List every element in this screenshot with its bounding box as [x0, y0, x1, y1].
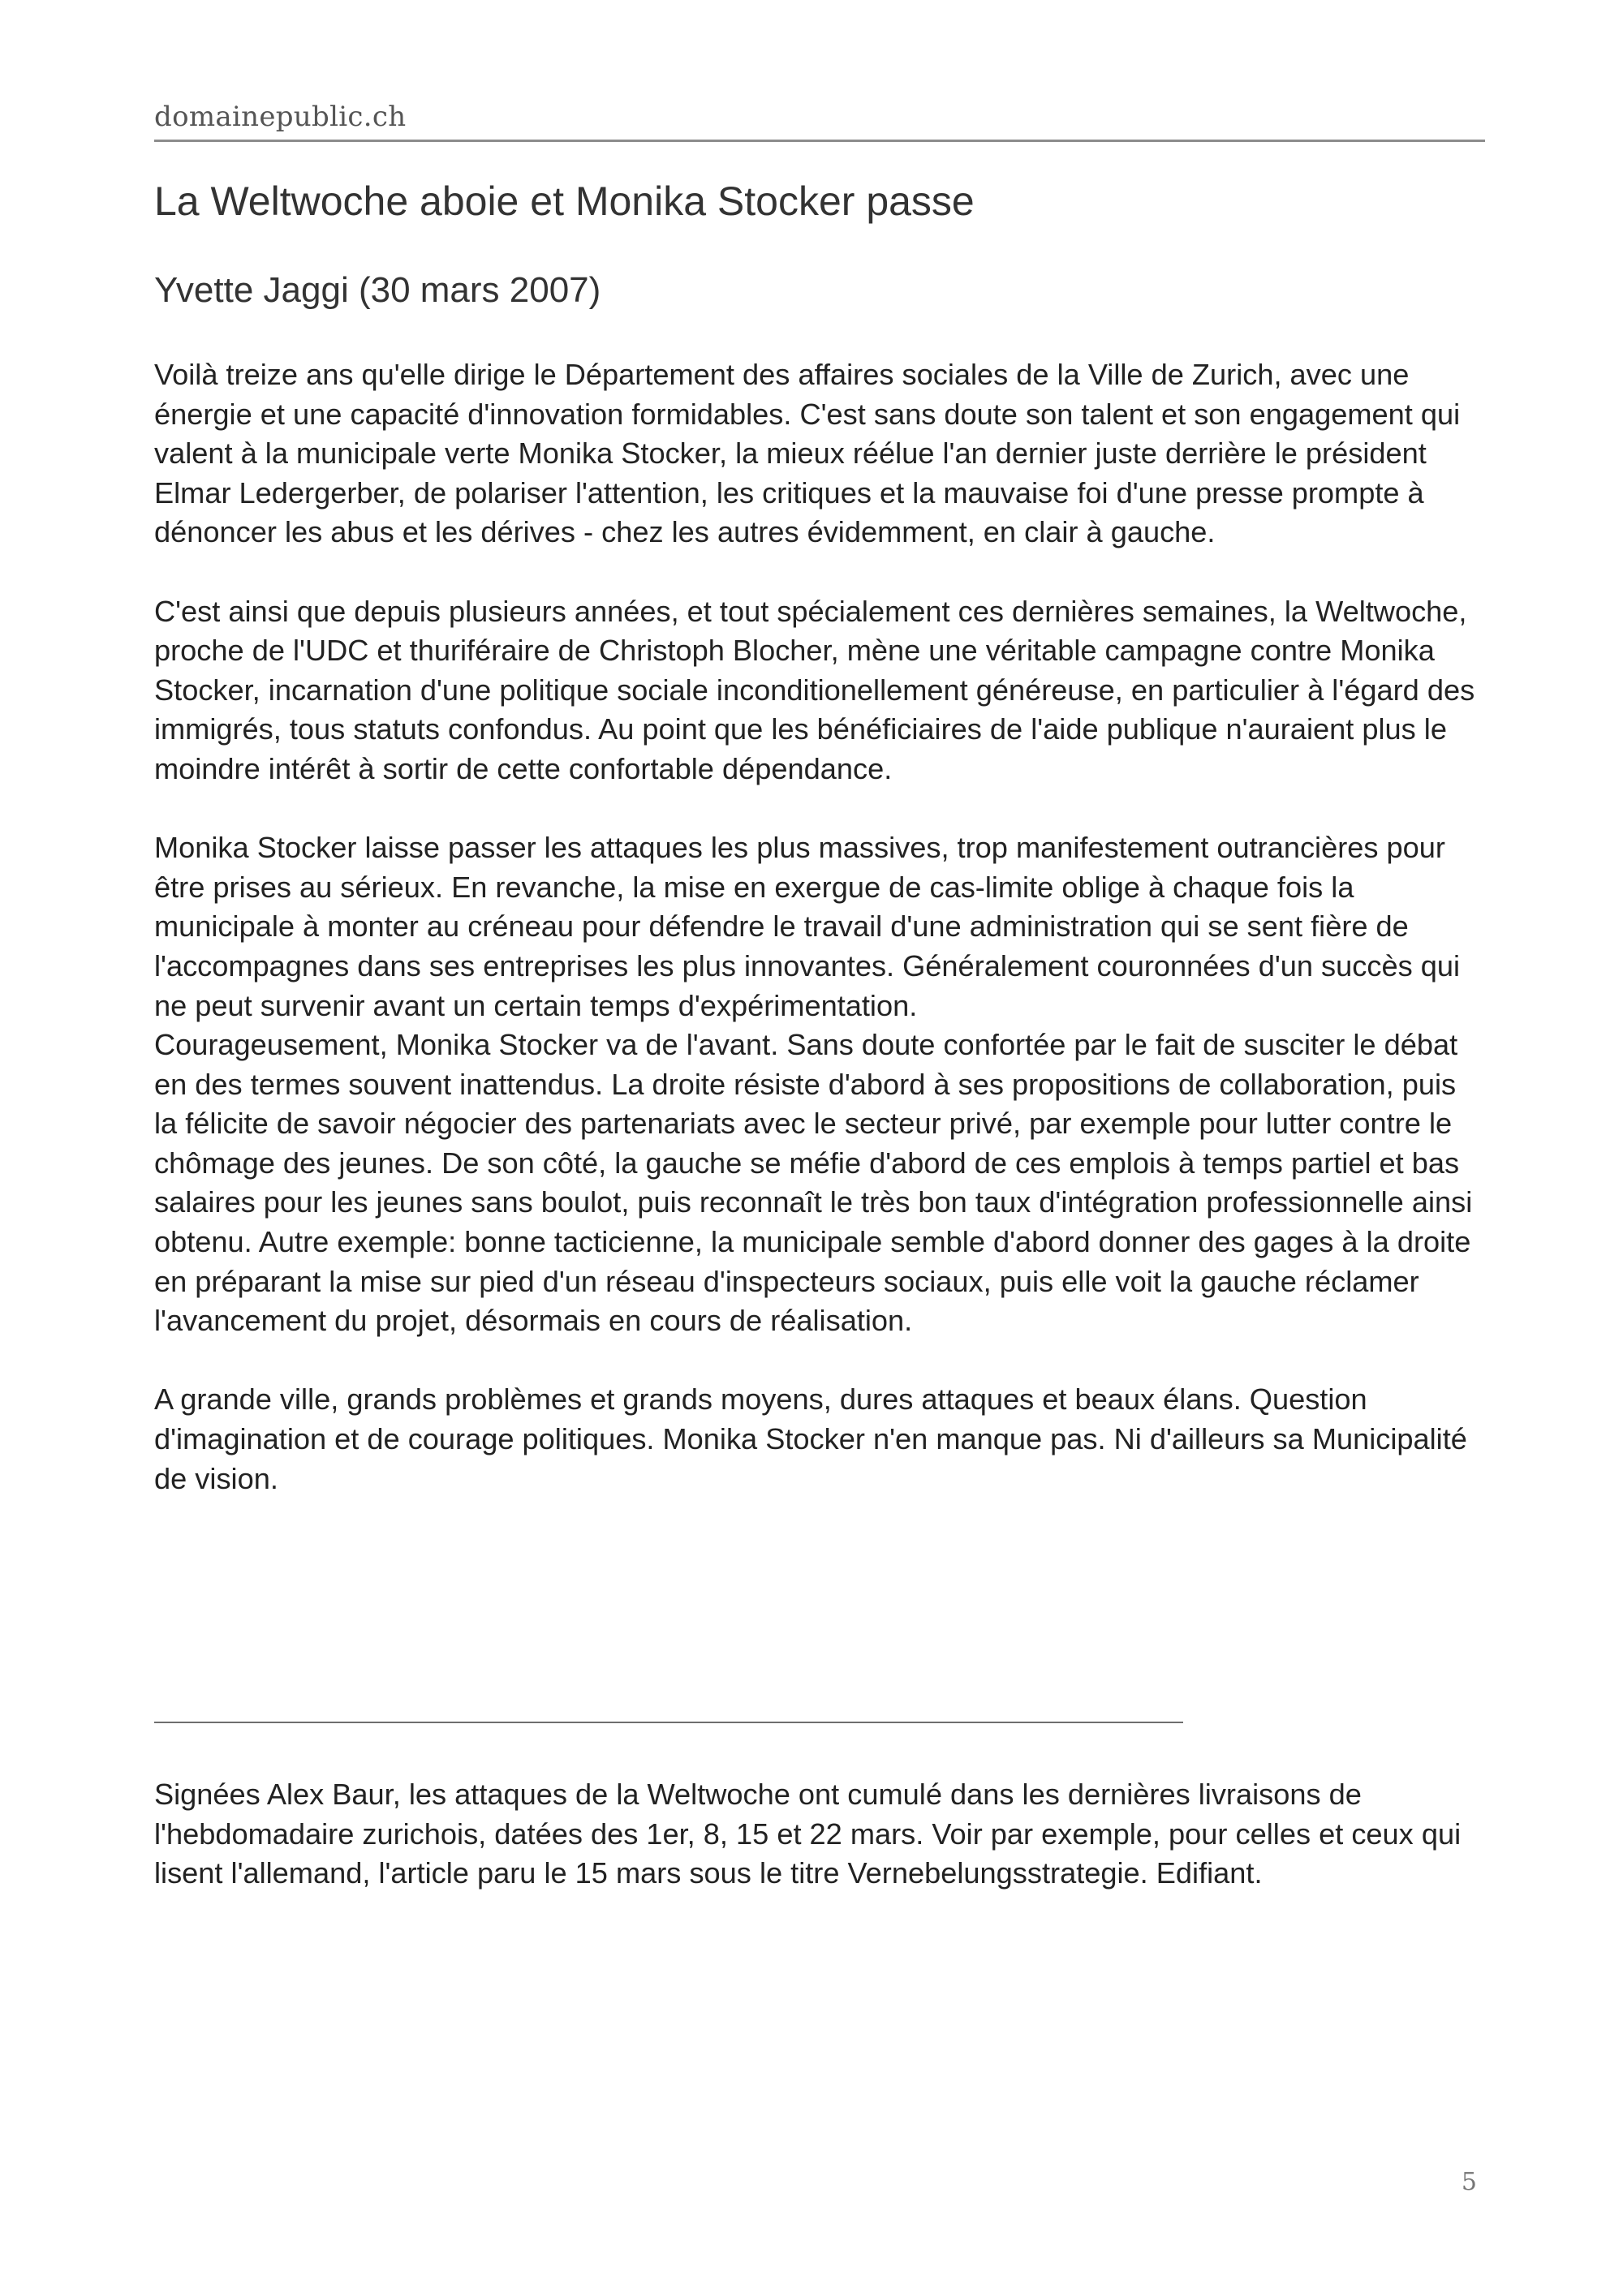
article-paragraph: A grande ville, grands problèmes et grands moyens, dures attaques et beaux élans. Question d'imagination et de courage politiques. Monika Stocker n'en manque pas. Ni d'ailleurs sa Municipalité de vision. — [154, 1382, 1467, 1495]
article-body — [154, 355, 1485, 1498]
article-paragraph: Voilà treize ans qu'elle dirige le Département des affaires sociales de la Ville de Zurich, avec une énergie et une capacité d'innovation formidables. C'est sans doute son talent et son engagement qui valent à la municipale verte Monika Stocker, la mieux réélue l'an dernier juste derrière le président Elmar Ledergerber, de polariser l'attention, les critiques et la mauvaise foi d'une presse prompte à dénoncer les abus et les dérives - chez les autres évidemment, en clair à gauche. — [154, 358, 1461, 549]
article-paragraph: Monika Stocker laisse passer les attaques les plus massives, trop manifestement outrancières pour être prises au sérieux. En revanche, la mise en exergue de cas-limite oblige à chaque fois la municipale à monter au créneau pour défendre le travail d'une administration qui se sent fière de l'accompagnes dans ses entreprises les plus innovantes. Généralement couronnées d'un succès qui ne peut survenir avant un certain temps d'expérimentation. — [154, 831, 1461, 1022]
page-number: 5 — [1461, 2168, 1477, 2196]
article-byline: Yvette Jaggi (30 mars 2007) — [154, 270, 601, 310]
article-title: La Weltwoche aboie et Monika Stocker passe — [154, 178, 975, 224]
site-name: domainepublic.ch — [154, 101, 407, 133]
article-footnote: Signées Alex Baur, les attaques de la Weltwoche ont cumulé dans les dernières livraisons de l'hebdomadaire zurichois, datées des 1er, 8, 15 et 22 mars. Voir par exemple, pour celles et ceux qui lisent l'allemand, l'article paru le 15 mars sous le titre Vernebelungsstrategie. Edifiant. — [154, 1778, 1462, 1890]
article-paragraph: Courageusement, Monika Stocker va de l'avant. Sans doute confortée par le fait de susciter le débat en des termes souvent inattendus. La droite résiste d'abord à ses propositions de collaboration, puis la félicite de savoir négocier des partenariats avec le secteur privé, par exemple pour lutter contre le chômage des jeunes. De son côté, la gauche se méfie d'abord de ces emplois à temps partiel et bas salaires pour les jeunes sans boulot, puis reconnaît le très bon taux d'intégration professionnelle ainsi obtenu. Autre exemple: bonne tacticienne, la municipale semble d'abord donner des gages à la droite en préparant la mise sur pied d'un réseau d'inspecteurs sociaux, puis elle voit la gauche réclamer l'avancement du projet, désormais en cours de réalisation. — [154, 1028, 1473, 1338]
site-header — [154, 99, 1485, 142]
article-paragraph: C'est ainsi que depuis plusieurs années, et tout spécialement ces dernières semaines, la Weltwoche, proche de l'UDC et thuriféraire de Christoph Blocher, mène une véritable campagne contre Monika Stocker, incarnation d'une politique sociale inconditionellement généreuse, en particulier à l'égard des immigrés, tous statuts confondus. Au point que les bénéficiaires de l'aide publique n'auraient plus le moindre intérêt à sortir de cette confortable dépendance. — [154, 594, 1475, 785]
footnote-separator — [154, 1722, 1183, 1723]
